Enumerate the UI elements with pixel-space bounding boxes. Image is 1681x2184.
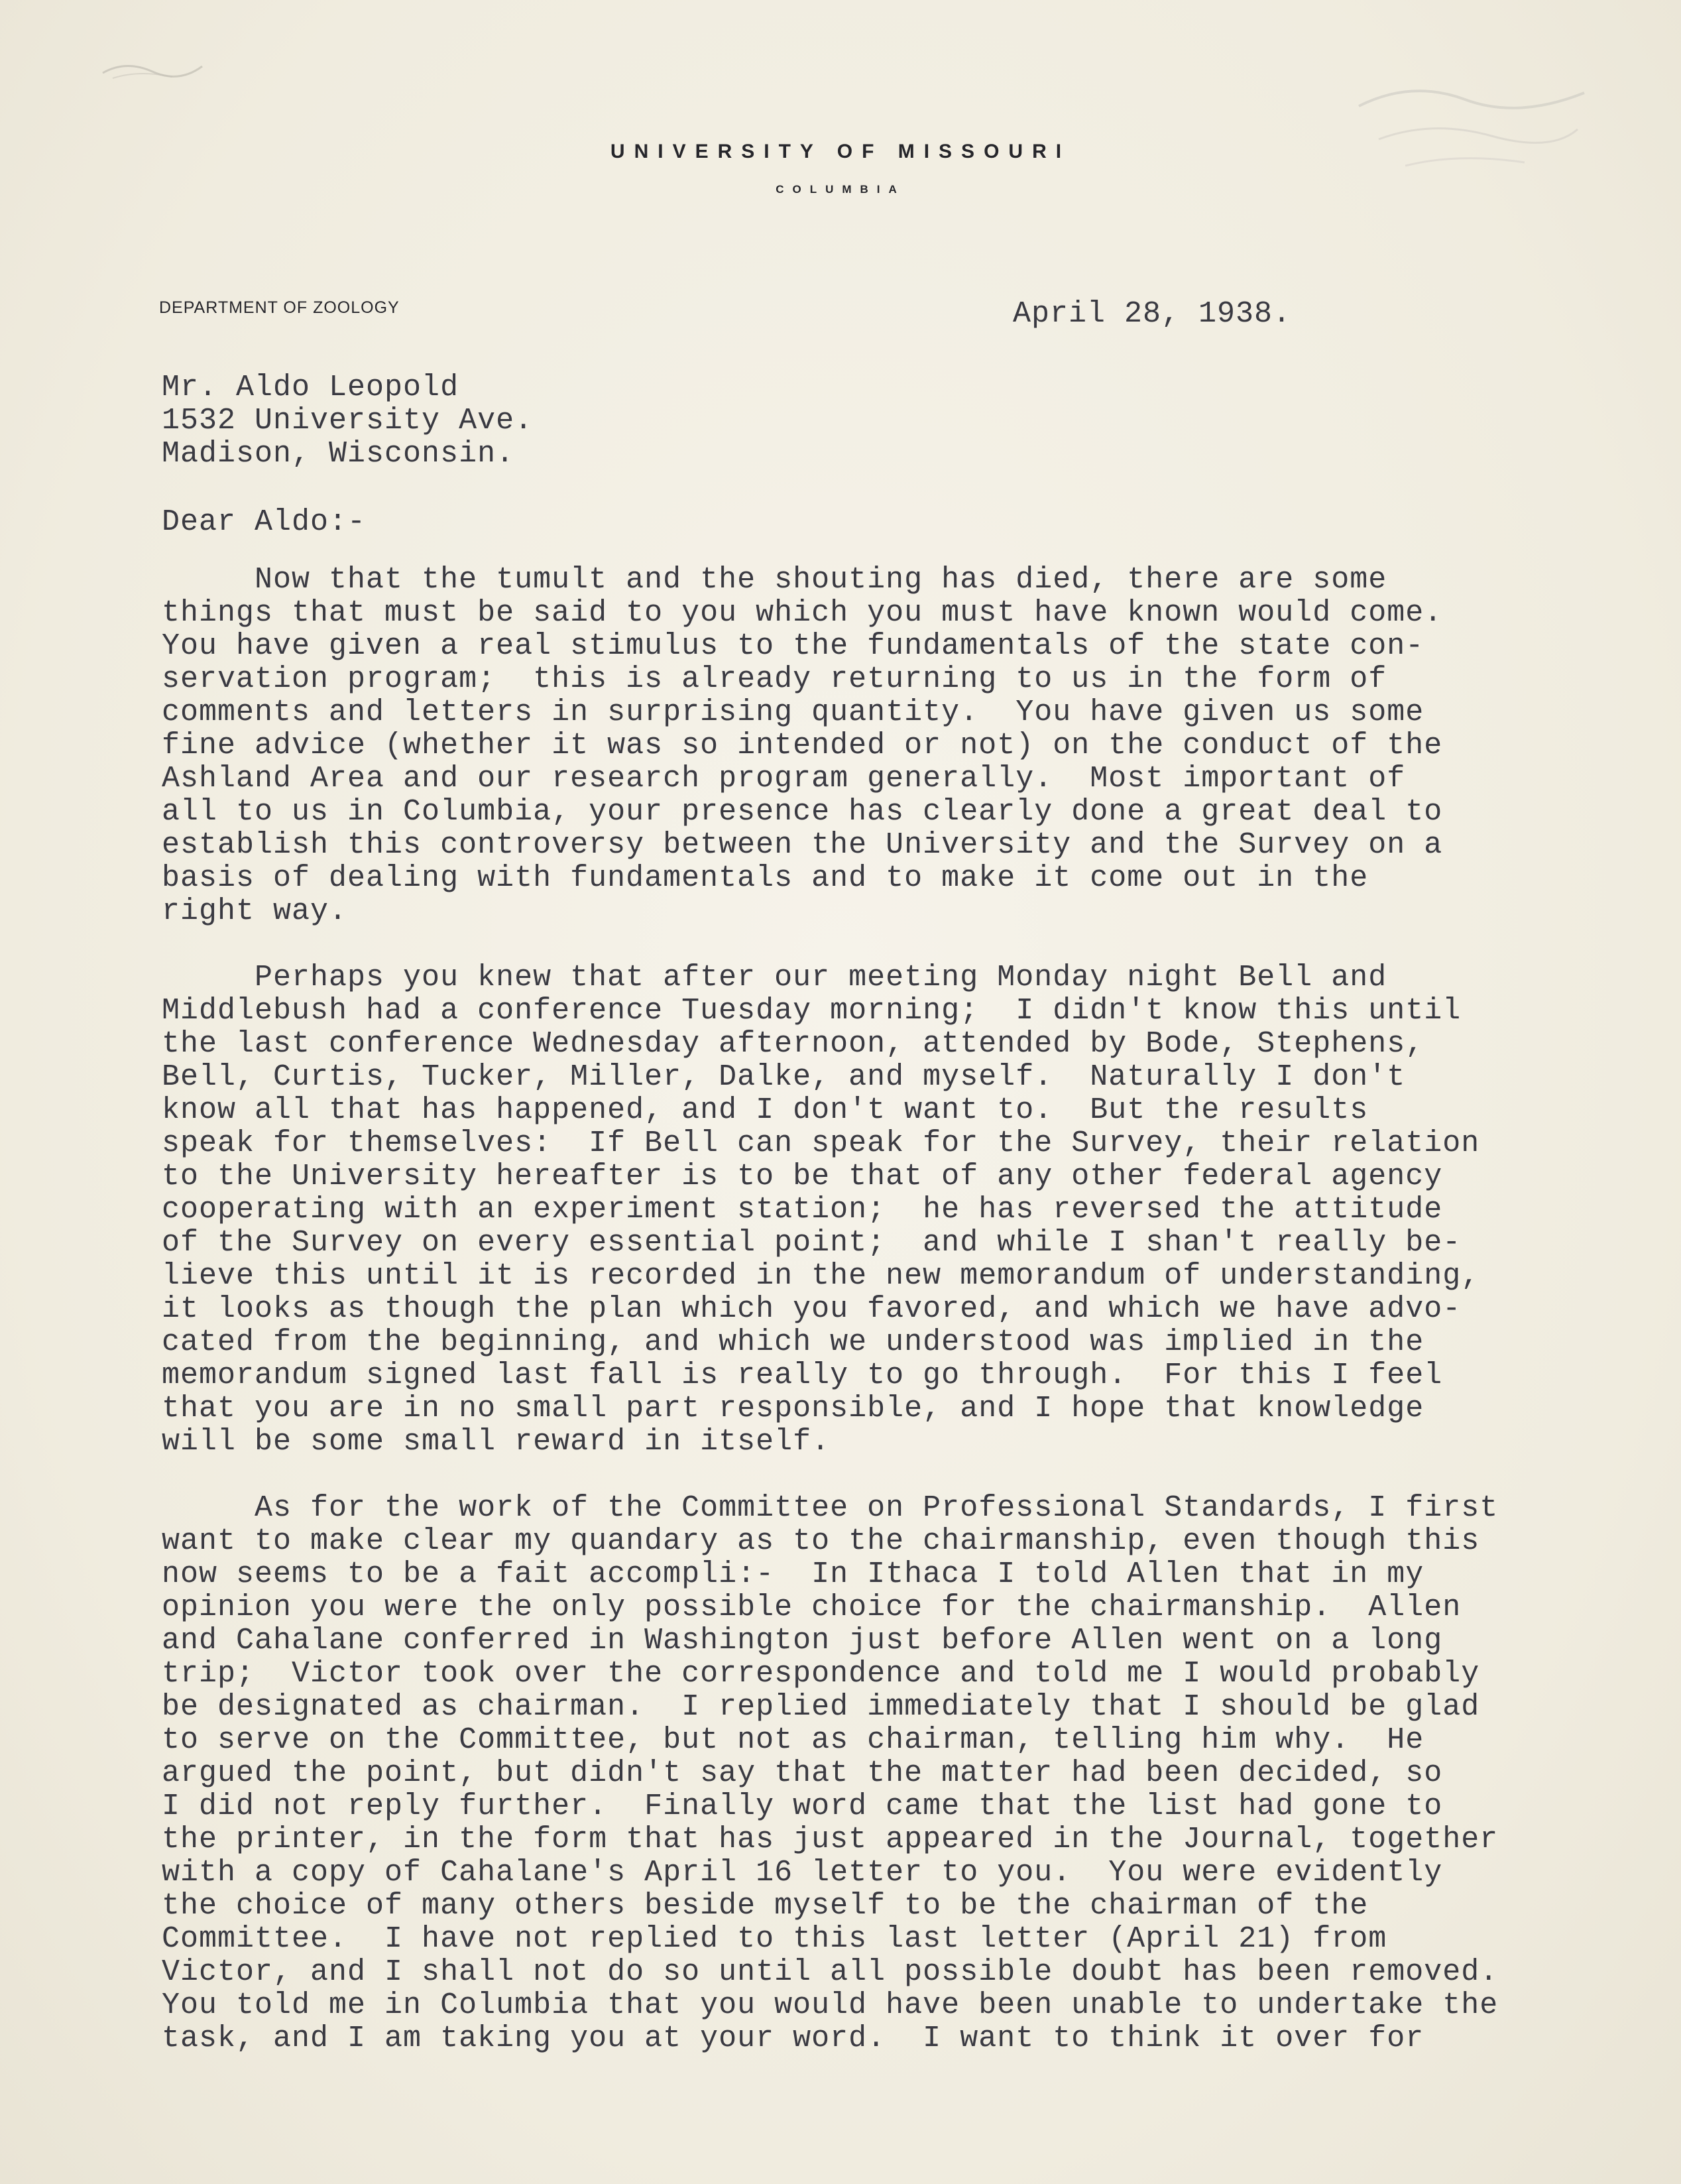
paragraph-line: As for the work of the Committee on Professional Standards, I first	[162, 1491, 1499, 1525]
recipient-address	[162, 371, 533, 471]
paragraph-line: now seems to be a fait accompli:- In Ithaca I told Allen that in my	[162, 1557, 1424, 1591]
paragraph-line: task, and I am taking you at your word. I want to think it over for	[162, 2022, 1424, 2055]
paragraph-line: things that must be said to you which you must have known would come.	[162, 596, 1443, 630]
paragraph-line: memorandum signed last fall is really to go through. For this I feel	[162, 1359, 1443, 1392]
paragraph-line: cooperating with an experiment station; he has reversed the attitude	[162, 1193, 1443, 1227]
paper-smudge	[99, 53, 205, 86]
paragraph-line: opinion you were the only possible choice for the chairmanship. Allen	[162, 1591, 1462, 1624]
paragraph-line: Bell, Curtis, Tucker, Miller, Dalke, and myself. Naturally I don't	[162, 1060, 1406, 1094]
paragraph-line: argued the point, but didn't say that the matter had been decided, so	[162, 1756, 1443, 1790]
paragraph-line: You told me in Columbia that you would have been unable to undertake the	[162, 1988, 1499, 2022]
paragraph-line: of the Survey on every essential point; and while I shan't really be-	[162, 1226, 1462, 1260]
recipient-city: Madison, Wisconsin.	[162, 437, 515, 471]
paragraph-2	[162, 961, 1607, 1459]
paragraph-3	[162, 1492, 1607, 2055]
recipient-name: Mr. Aldo Leopold	[162, 371, 459, 404]
paragraph-line: that you are in no small part responsible, and I hope that knowledge	[162, 1392, 1424, 1426]
paragraph-line: the choice of many others beside myself to be the chairman of the	[162, 1889, 1369, 1923]
paragraph-line: fine advice (whether it was so intended or not) on the conduct of the	[162, 729, 1443, 762]
paragraph-line: all to us in Columbia, your presence has clearly done a great deal to	[162, 795, 1443, 829]
paragraph-line: Perhaps you knew that after our meeting Monday night Bell and	[162, 961, 1387, 995]
paragraph-line: to serve on the Committee, but not as chairman, telling him why. He	[162, 1723, 1424, 1757]
recipient-street: 1532 University Ave.	[162, 404, 534, 438]
paragraph-line: speak for themselves: If Bell can speak for the Survey, their relation	[162, 1126, 1480, 1160]
paragraph-line: servation program; this is already returning to us in the form of	[162, 662, 1387, 696]
department-name: DEPARTMENT OF ZOOLOGY	[159, 298, 400, 317]
paragraph-line: Ashland Area and our research program generally. Most important of	[162, 762, 1406, 796]
paragraph-line: You have given a real stimulus to the fundamentals of the state con-	[162, 629, 1424, 663]
paragraph-line: Middlebush had a conference Tuesday morning; I didn't know this until	[162, 994, 1462, 1028]
paragraph-1	[162, 564, 1607, 928]
paragraph-line: know all that has happened, and I don't want to. But the results	[162, 1093, 1369, 1127]
paragraph-line: the printer, in the form that has just appeared in the Journal, together	[162, 1823, 1499, 1856]
paragraph-line: will be some small reward in itself.	[162, 1425, 831, 1459]
salutation: Dear Aldo:-	[162, 505, 367, 539]
paragraph-line: comments and letters in surprising quantity. You have given us some	[162, 696, 1424, 729]
paragraph-line: basis of dealing with fundamentals and to make it come out in the	[162, 861, 1369, 895]
letterhead-city: COLUMBIA	[776, 183, 905, 196]
paragraph-line: lieve this until it is recorded in the new memorandum of understanding,	[162, 1259, 1480, 1293]
letter-date: April 28, 1938.	[1013, 297, 1292, 331]
paragraph-line: the last conference Wednesday afternoon, attended by Bode, Stephens,	[162, 1027, 1424, 1061]
paragraph-line: Victor, and I shall not do so until all possible doubt has been removed.	[162, 1955, 1499, 1989]
paragraph-line: and Cahalane conferred in Washington just before Allen went on a long	[162, 1624, 1443, 1658]
letterhead-institution: UNIVERSITY OF MISSOURI	[610, 141, 1071, 162]
paragraph-line: right way.	[162, 894, 348, 928]
paragraph-line: Committee. I have not replied to this last letter (April 21) from	[162, 1922, 1387, 1956]
paragraph-line: Now that the tumult and the shouting has died, there are some	[162, 563, 1387, 597]
paragraph-line: want to make clear my quandary as to the chairmanship, even though this	[162, 1524, 1480, 1558]
paragraph-line: to the University hereafter is to be that of any other federal agency	[162, 1160, 1443, 1193]
paragraph-line: I did not reply further. Finally word came that the list had gone to	[162, 1790, 1443, 1823]
paragraph-line: with a copy of Cahalane's April 16 letter to you. You were evidently	[162, 1856, 1443, 1890]
paragraph-line: it looks as though the plan which you favored, and which we have advo-	[162, 1292, 1462, 1326]
paragraph-line: establish this controversy between the University and the Survey on a	[162, 828, 1443, 862]
paragraph-line: cated from the beginning, and which we understood was implied in the	[162, 1325, 1424, 1359]
paragraph-line: be designated as chairman. I replied immediately that I should be glad	[162, 1690, 1480, 1724]
paragraph-line: trip; Victor took over the correspondence and told me I would probably	[162, 1657, 1480, 1691]
